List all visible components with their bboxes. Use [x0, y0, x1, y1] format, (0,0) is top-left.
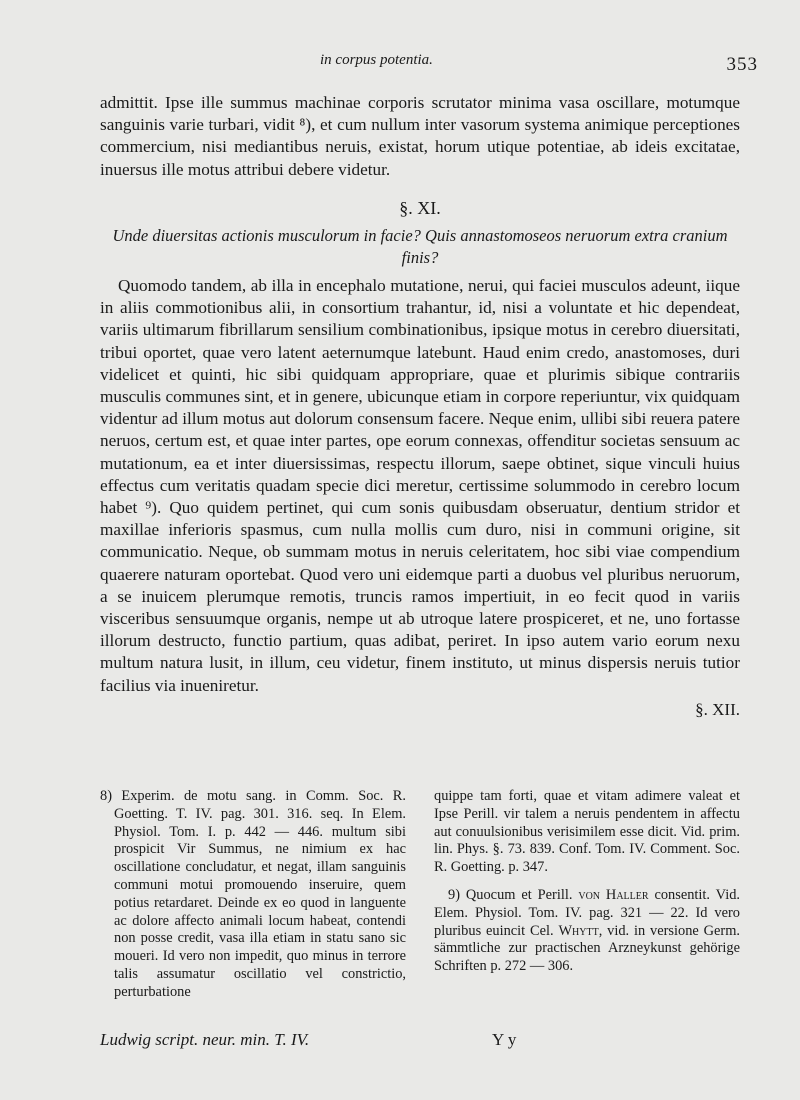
footnote-9-lead: 9) Quocum et Perill.: [448, 886, 573, 903]
footer-signature: Ludwig script. neur. min. T. IV.: [100, 1030, 310, 1049]
footnote-9-tail: , vid. in versione Germ. sämmtliche zur practischen Arzneykunst gehörige Schriften p. 272 — 306.: [434, 922, 740, 975]
catchword: §. XII.: [695, 699, 740, 719]
signature-mark: Y y: [492, 1030, 517, 1049]
footnote-9-mid: consentit. Vid. Elem. Physiol. Tom. IV. pag. 321 — 22. Id vero pluribus euincit Cel.: [434, 886, 740, 939]
running-header: [0, 48, 800, 78]
section-heading: §. XI.: [399, 197, 441, 218]
page-number: 353: [726, 54, 758, 75]
footnote-8-continued: quippe tam forti, quae et vitam adimere valeat et Ipse Perill. vir talem a neruis pendentem in affectu aut conuulsionibus verisimilem esse dicit. Vid. prim. lin. Phys. §. 73. 839. Conf. Tom. IV. Comment. Soc. R. Goetting. p. 347.: [434, 788, 740, 876]
footnote-8: 8) Experim. de motu sang. in Comm. Soc. R. Goetting. T. IV. pag. 301. 316. seq. In Elem. Physiol. Tom. I. p. 442 — 446. multum sibi prospicit Vir Summus, ne nimium ex hac oscillatione concludatur, et negat, illam sanguinis communi motui promouendo inseruire, quem potius retardaret. Deinde ex eo quod in languente ac dolore affecto animali locum habeat, contendi non posse credit, vasa illa etiam in statu sano sic moueri. Id vero non impedit, quo minus in terrore talis assumatur oscillatio vel constrictio, perturbatione: [100, 788, 406, 1000]
main-text: [100, 92, 740, 721]
footnote-column-left: [100, 788, 406, 1002]
footnote-9-name2: Whytt: [558, 922, 599, 939]
footnote-9: [434, 887, 740, 976]
paragraph-main: Quomodo tandem, ab illa in encephalo mutatione, nerui, qui faciei musculos adeunt, iique in aliis commotionibus alii, in consortium trahantur, id, nisi a voluntate et hic dependeat, variis ultimarum fibrillarum sensilium combinationibus, ipsique motus in cerebro diuersitati, tribui oportet, quae vero latent aeternumque latebunt. Haud enim credo, anastomoses, duri videlicet et quinti, hic sibi quidquam appropriare, quae et plurimis sibique contrariis musculis communes sint, et in genere, ubicunque etiam in corpore reperiuntur, vix quidquam videntur ad illum motus aut dolorum consensum facere. Neque enim, ullibi sibi reuera patere neruos, certum est, et quae inter partes, ope eorum connexas, offenditur societas sensuum ac mutationum, ea et inter diuersissimas, respectu illorum, saepe obtinet, sique vinculi huius effectus cum veritatis quadam specie dici meretur, certissime solummodo in cerebro locum habet ⁹). Quo quidem pertinet, qui cum sonis quibusdam obseruatur, dentium stridor et maxillae inferioris spasmus, cum nulla mollis cum duro, nisi in communi origine, sit communicatio. Neque, ob summam motus in neruis celeritatem, hoc sibi viae compendium quaerere naturam oportebat. Quod vero uni eidemque parti a duobus vel pluribus neruorum, a se inuicem plerumque remotis, truncis ramos impertiuit, in eo fecit quod in variis visceribus sensuumque organis, nempe ut ab utroque latere prospiceret, et ne, uno fortasse illorum destructo, functio partium, quas adibat, periret. In ipso autem vario eorum nexu multum natura lusit, in illum, ceu videtur, finem instituto, ut minus dispersis neruis tutior facilius via inueniretur.: [100, 276, 740, 695]
page-footer: [100, 1030, 740, 1056]
paragraph-intro: admittit. Ipse ille summus machinae corporis scrutator minima vasa oscillare, motumque sanguinis varie turbari, vidit ⁸), et cum nullum inter vasorum systema animique perceptiones commercium, nisi mediantibus neruis, existat, horum utique potentiae, ab ideis excitatae, inuersus ille motus attribui debere videtur.: [100, 93, 740, 179]
footnote-9-name: von Haller: [578, 886, 649, 903]
section-subtitle: Unde diuersitas actionis musculorum in facie? Quis annastomoseos neruorum extra cranium finis?: [112, 226, 728, 268]
running-title: in corpus potentia.: [320, 52, 433, 68]
footnotes: [100, 788, 740, 1002]
footnote-column-right: [434, 788, 740, 1002]
